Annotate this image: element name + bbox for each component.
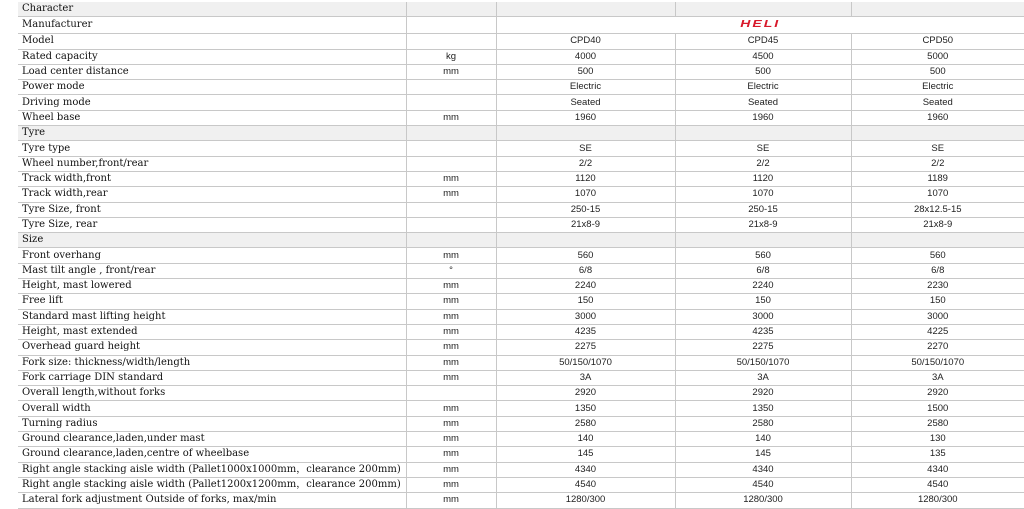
spec-label: Mast tilt angle , front/rear [18, 263, 406, 278]
spec-value-cpd50: Electric [851, 80, 1024, 95]
spec-row [18, 217, 1024, 232]
spec-label: Power mode [18, 80, 406, 95]
spec-row [18, 386, 1024, 401]
spec-value-cpd50: 1280/300 [851, 493, 1024, 508]
spec-value-cpd50: 1500 [851, 401, 1024, 416]
spec-label: Tyre Size, front [18, 202, 406, 217]
spec-label: Ground clearance,laden,under mast [18, 432, 406, 447]
spec-row [18, 432, 1024, 447]
spec-sheet [18, 2, 1024, 509]
spec-label: Free lift [18, 294, 406, 309]
spec-unit: mm [406, 355, 496, 370]
spec-value-cpd50: 21x8-9 [851, 217, 1024, 232]
spec-unit: mm [406, 493, 496, 508]
spec-label: Fork carriage DIN standard [18, 370, 406, 385]
spec-value-cpd45: 21x8-9 [675, 217, 851, 232]
spec-row [18, 493, 1024, 508]
spec-value-cpd50: 500 [851, 64, 1024, 79]
manufacturer-logo-cell [496, 17, 1024, 34]
spec-unit: mm [406, 171, 496, 186]
spec-value-cpd45: 500 [675, 64, 851, 79]
spec-value-cpd45: 2580 [675, 416, 851, 431]
spec-label: Overall length,without forks [18, 386, 406, 401]
spec-row [18, 156, 1024, 171]
spec-label: Overall width [18, 401, 406, 416]
spec-value-cpd50: 150 [851, 294, 1024, 309]
spec-value-cpd40: 3000 [496, 309, 675, 324]
spec-value-cpd45: 3000 [675, 309, 851, 324]
spec-value-cpd45: 1070 [675, 187, 851, 202]
spec-value-cpd40: 1280/300 [496, 493, 675, 508]
spec-label: Lateral fork adjustment Outside of forks, max/min [18, 493, 406, 508]
spec-unit: mm [406, 64, 496, 79]
spec-unit: mm [406, 187, 496, 202]
spec-label: Turning radius [18, 416, 406, 431]
spec-row [18, 279, 1024, 294]
spec-value-cpd50: 1070 [851, 187, 1024, 202]
spec-row [18, 324, 1024, 339]
spec-unit: mm [406, 324, 496, 339]
spec-row [18, 416, 1024, 431]
spec-unit [406, 95, 496, 110]
spec-unit: ° [406, 263, 496, 278]
spec-row [18, 462, 1024, 477]
spec-value-cpd50: 1960 [851, 110, 1024, 125]
spec-unit: mm [406, 432, 496, 447]
spec-unit [406, 386, 496, 401]
spec-value-cpd45: 4540 [675, 477, 851, 492]
spec-value-cpd40: 3A [496, 370, 675, 385]
spec-unit [406, 141, 496, 156]
spec-unit: mm [406, 309, 496, 324]
spec-value-cpd40: CPD40 [496, 34, 675, 49]
spec-row [18, 202, 1024, 217]
spec-row [18, 187, 1024, 202]
spec-label: Front overhang [18, 248, 406, 263]
spec-unit: mm [406, 294, 496, 309]
spec-value-cpd40: SE [496, 141, 675, 156]
spec-value-cpd45: 50/150/1070 [675, 355, 851, 370]
spec-value-cpd40: 50/150/1070 [496, 355, 675, 370]
spec-value-cpd40 [496, 126, 675, 141]
spec-value-cpd50: SE [851, 141, 1024, 156]
spec-unit: mm [406, 279, 496, 294]
spec-value-cpd50: 2580 [851, 416, 1024, 431]
spec-row [18, 49, 1024, 64]
spec-label: Wheel base [18, 110, 406, 125]
spec-value-cpd45: 145 [675, 447, 851, 462]
spec-row [18, 141, 1024, 156]
spec-label: Size [18, 233, 406, 248]
spec-unit: kg [406, 49, 496, 64]
spec-unit [406, 202, 496, 217]
spec-value-cpd45: 150 [675, 294, 851, 309]
spec-value-cpd40: 2920 [496, 386, 675, 401]
spec-unit: mm [406, 110, 496, 125]
spec-value-cpd40: 560 [496, 248, 675, 263]
spec-value-cpd45: 560 [675, 248, 851, 263]
spec-value-cpd45: Electric [675, 80, 851, 95]
spec-label: Fork size: thickness/width/length [18, 355, 406, 370]
spec-unit: mm [406, 340, 496, 355]
heli-logo: HELI [740, 17, 781, 30]
spec-label: Right angle stacking aisle width (Pallet1000x1000mm，clearance 200mm) [18, 462, 406, 477]
spec-value-cpd50: 2/2 [851, 156, 1024, 171]
spec-value-cpd40: 2/2 [496, 156, 675, 171]
manufacturer-label: Manufacturer [18, 17, 406, 34]
spec-value-cpd50: 2920 [851, 386, 1024, 401]
spec-value-cpd45: 1120 [675, 171, 851, 186]
spec-value-cpd50: Seated [851, 95, 1024, 110]
spec-value-cpd50: 2230 [851, 279, 1024, 294]
spec-label: Driving mode [18, 95, 406, 110]
spec-unit [406, 217, 496, 232]
spec-value-cpd50: 560 [851, 248, 1024, 263]
manufacturer-row [18, 17, 1024, 34]
spec-value-cpd40: 2275 [496, 340, 675, 355]
character-label: Character [18, 2, 406, 17]
spec-value-cpd50: 4340 [851, 462, 1024, 477]
spec-value-cpd45: 1960 [675, 110, 851, 125]
spec-value-cpd40: 4235 [496, 324, 675, 339]
section-row [18, 126, 1024, 141]
spec-value-cpd40: 1120 [496, 171, 675, 186]
spec-value-cpd45 [675, 233, 851, 248]
spec-value-cpd50: 3A [851, 370, 1024, 385]
spec-value-cpd45: 4235 [675, 324, 851, 339]
spec-unit: mm [406, 401, 496, 416]
spec-row [18, 64, 1024, 79]
spec-value-cpd40: 1350 [496, 401, 675, 416]
spec-value-cpd40: 21x8-9 [496, 217, 675, 232]
spec-row [18, 80, 1024, 95]
spec-unit [406, 233, 496, 248]
spec-value-cpd45: 1350 [675, 401, 851, 416]
spec-value-cpd40: 150 [496, 294, 675, 309]
spec-unit: mm [406, 416, 496, 431]
spec-value-cpd40: Seated [496, 95, 675, 110]
spec-label: Model [18, 34, 406, 49]
spec-label: Standard mast lifting height [18, 309, 406, 324]
spec-value-cpd50 [851, 126, 1024, 141]
spec-label: Wheel number,front/rear [18, 156, 406, 171]
spec-value-cpd45: 2240 [675, 279, 851, 294]
spec-value-cpd50: 130 [851, 432, 1024, 447]
spec-label: Load center distance [18, 64, 406, 79]
spec-value-cpd40 [496, 233, 675, 248]
spec-label: Right angle stacking aisle width (Pallet1200x1200mm，clearance 200mm) [18, 477, 406, 492]
spec-label: Tyre type [18, 141, 406, 156]
spec-value-cpd50: 4540 [851, 477, 1024, 492]
spec-value-cpd45: 250-15 [675, 202, 851, 217]
spec-row [18, 340, 1024, 355]
spec-label: Rated capacity [18, 49, 406, 64]
spec-value-cpd40: 500 [496, 64, 675, 79]
spec-unit: mm [406, 370, 496, 385]
spec-value-cpd45: SE [675, 141, 851, 156]
spec-row [18, 171, 1024, 186]
spec-row [18, 110, 1024, 125]
spec-label: Track width,front [18, 171, 406, 186]
spec-value-cpd45: 2275 [675, 340, 851, 355]
spec-value-cpd40: 1960 [496, 110, 675, 125]
spec-label: Track width,rear [18, 187, 406, 202]
spec-value-cpd40: 1070 [496, 187, 675, 202]
spec-value-cpd45: 4340 [675, 462, 851, 477]
spec-label: Tyre Size, rear [18, 217, 406, 232]
spec-row [18, 294, 1024, 309]
spec-value-cpd45: 4500 [675, 49, 851, 64]
spec-unit [406, 80, 496, 95]
spec-label: Height, mast extended [18, 324, 406, 339]
spec-value-cpd45: Seated [675, 95, 851, 110]
spec-value-cpd40: Electric [496, 80, 675, 95]
spec-value-cpd45: 140 [675, 432, 851, 447]
spec-label: Ground clearance,laden,centre of wheelbase [18, 447, 406, 462]
spec-value-cpd40: 140 [496, 432, 675, 447]
spec-value-cpd40: 250-15 [496, 202, 675, 217]
spec-row [18, 34, 1024, 49]
spec-value-cpd50 [851, 233, 1024, 248]
spec-value-cpd45 [675, 126, 851, 141]
spec-value-cpd50: 2270 [851, 340, 1024, 355]
spec-value-cpd40: 4540 [496, 477, 675, 492]
spec-value-cpd40: 6/8 [496, 263, 675, 278]
spec-unit [406, 34, 496, 49]
spec-value-cpd50: 3000 [851, 309, 1024, 324]
spec-value-cpd50: 28x12.5-15 [851, 202, 1024, 217]
spec-value-cpd50: CPD50 [851, 34, 1024, 49]
spec-value-cpd45: 1280/300 [675, 493, 851, 508]
spec-value-cpd40: 2240 [496, 279, 675, 294]
spec-row [18, 401, 1024, 416]
spec-label: Overhead guard height [18, 340, 406, 355]
spec-row [18, 370, 1024, 385]
spec-value-cpd50: 135 [851, 447, 1024, 462]
spec-value-cpd45: 6/8 [675, 263, 851, 278]
spec-row [18, 95, 1024, 110]
spec-label: Tyre [18, 126, 406, 141]
spec-unit: mm [406, 462, 496, 477]
spec-table [18, 2, 1024, 509]
spec-value-cpd45: 3A [675, 370, 851, 385]
spec-value-cpd40: 2580 [496, 416, 675, 431]
spec-label: Height, mast lowered [18, 279, 406, 294]
spec-row [18, 309, 1024, 324]
section-row [18, 233, 1024, 248]
spec-value-cpd50: 4225 [851, 324, 1024, 339]
spec-unit [406, 126, 496, 141]
spec-row [18, 248, 1024, 263]
spec-value-cpd40: 4000 [496, 49, 675, 64]
spec-value-cpd40: 145 [496, 447, 675, 462]
spec-unit: mm [406, 248, 496, 263]
spec-unit: mm [406, 477, 496, 492]
spec-value-cpd45: 2920 [675, 386, 851, 401]
spec-row [18, 477, 1024, 492]
spec-value-cpd50: 6/8 [851, 263, 1024, 278]
spec-value-cpd50: 1189 [851, 171, 1024, 186]
spec-row [18, 355, 1024, 370]
spec-unit: mm [406, 447, 496, 462]
spec-row [18, 447, 1024, 462]
spec-unit [406, 156, 496, 171]
spec-value-cpd50: 50/150/1070 [851, 355, 1024, 370]
spec-value-cpd45: CPD45 [675, 34, 851, 49]
spec-value-cpd40: 4340 [496, 462, 675, 477]
spec-value-cpd50: 5000 [851, 49, 1024, 64]
spec-value-cpd45: 2/2 [675, 156, 851, 171]
character-row [18, 2, 1024, 17]
spec-row [18, 263, 1024, 278]
